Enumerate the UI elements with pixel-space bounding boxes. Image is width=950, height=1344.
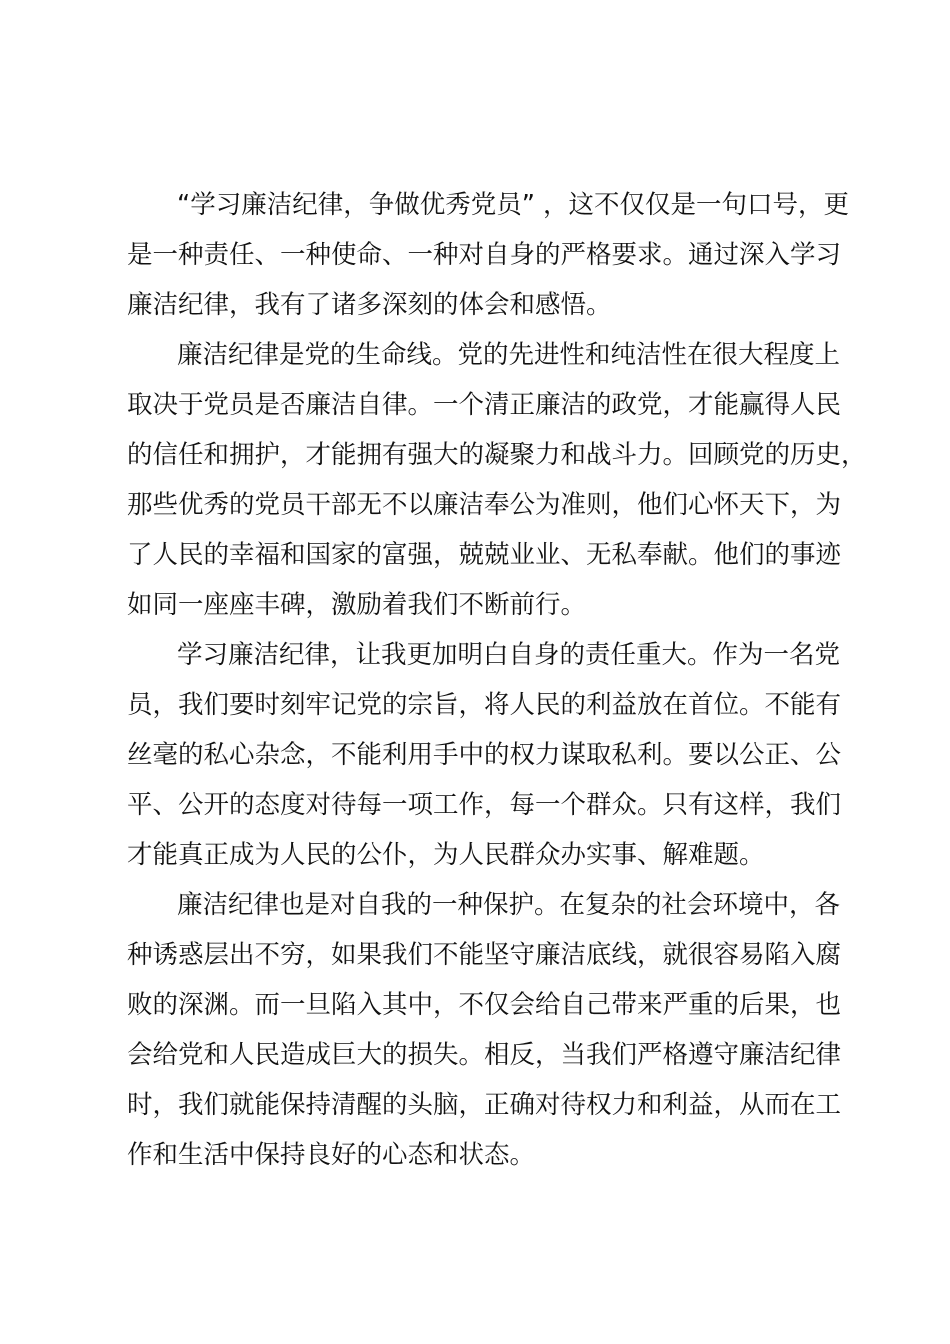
text-line: 时，我们就能保持清醒的头脑，正确对待权力和利益，从而在工	[127, 1090, 842, 1120]
paragraph-1	[127, 180, 850, 330]
paragraph-4	[127, 880, 842, 1180]
text-line: 如同一座座丰碑，激励着我们不断前行。	[127, 590, 587, 620]
text-line: “学习廉洁纪律，争做优秀党员” ，这不仅仅是一句口号，更	[177, 190, 850, 220]
text-line: 员，我们要时刻牢记党的宗旨，将人民的利益放在首位。不能有	[127, 690, 842, 720]
text-line: 廉洁纪律，我有了诸多深刻的体会和感悟。	[127, 290, 612, 320]
text-line: 会给党和人民造成巨大的损失。相反，当我们严格遵守廉洁纪律	[127, 1040, 842, 1070]
paragraph-3	[127, 630, 842, 880]
text-line: 才能真正成为人民的公仆，为人民群众办实事、解难题。	[127, 840, 765, 870]
document-body	[127, 180, 867, 1180]
text-line: 学习廉洁纪律，让我更加明白自身的责任重大。作为一名党	[177, 640, 841, 670]
text-line: 了人民的幸福和国家的富强，兢兢业业、无私奉献。他们的事迹	[127, 540, 842, 570]
text-line: 廉洁纪律是党的生命线。党的先进性和纯洁性在很大程度上	[177, 340, 841, 370]
text-line: 那些优秀的党员干部无不以廉洁奉公为准则，他们心怀天下，为	[127, 490, 842, 520]
text-line: 种诱惑层出不穷，如果我们不能坚守廉洁底线，就很容易陷入腐	[127, 940, 842, 970]
text-line: 作和生活中保持良好的心态和状态。	[127, 1140, 536, 1170]
text-line: 的信任和拥护，才能拥有强大的凝聚力和战斗力。回顾党的历史，	[127, 440, 867, 470]
text-line: 取决于党员是否廉洁自律。一个清正廉洁的政党，才能赢得人民	[127, 390, 842, 420]
paragraph-2	[127, 330, 867, 630]
text-line: 是一种责任、一种使命、一种对自身的严格要求。通过深入学习	[127, 240, 842, 270]
text-line: 丝毫的私心杂念，不能利用手中的权力谋取私利。要以公正、公	[127, 740, 842, 770]
text-line: 败的深渊。而一旦陷入其中，不仅会给自己带来严重的后果，也	[127, 990, 842, 1020]
text-line: 平、公开的态度对待每一项工作，每一个群众。只有这样，我们	[127, 790, 842, 820]
text-line: 廉洁纪律也是对自我的一种保护。在复杂的社会环境中，各	[177, 890, 841, 920]
